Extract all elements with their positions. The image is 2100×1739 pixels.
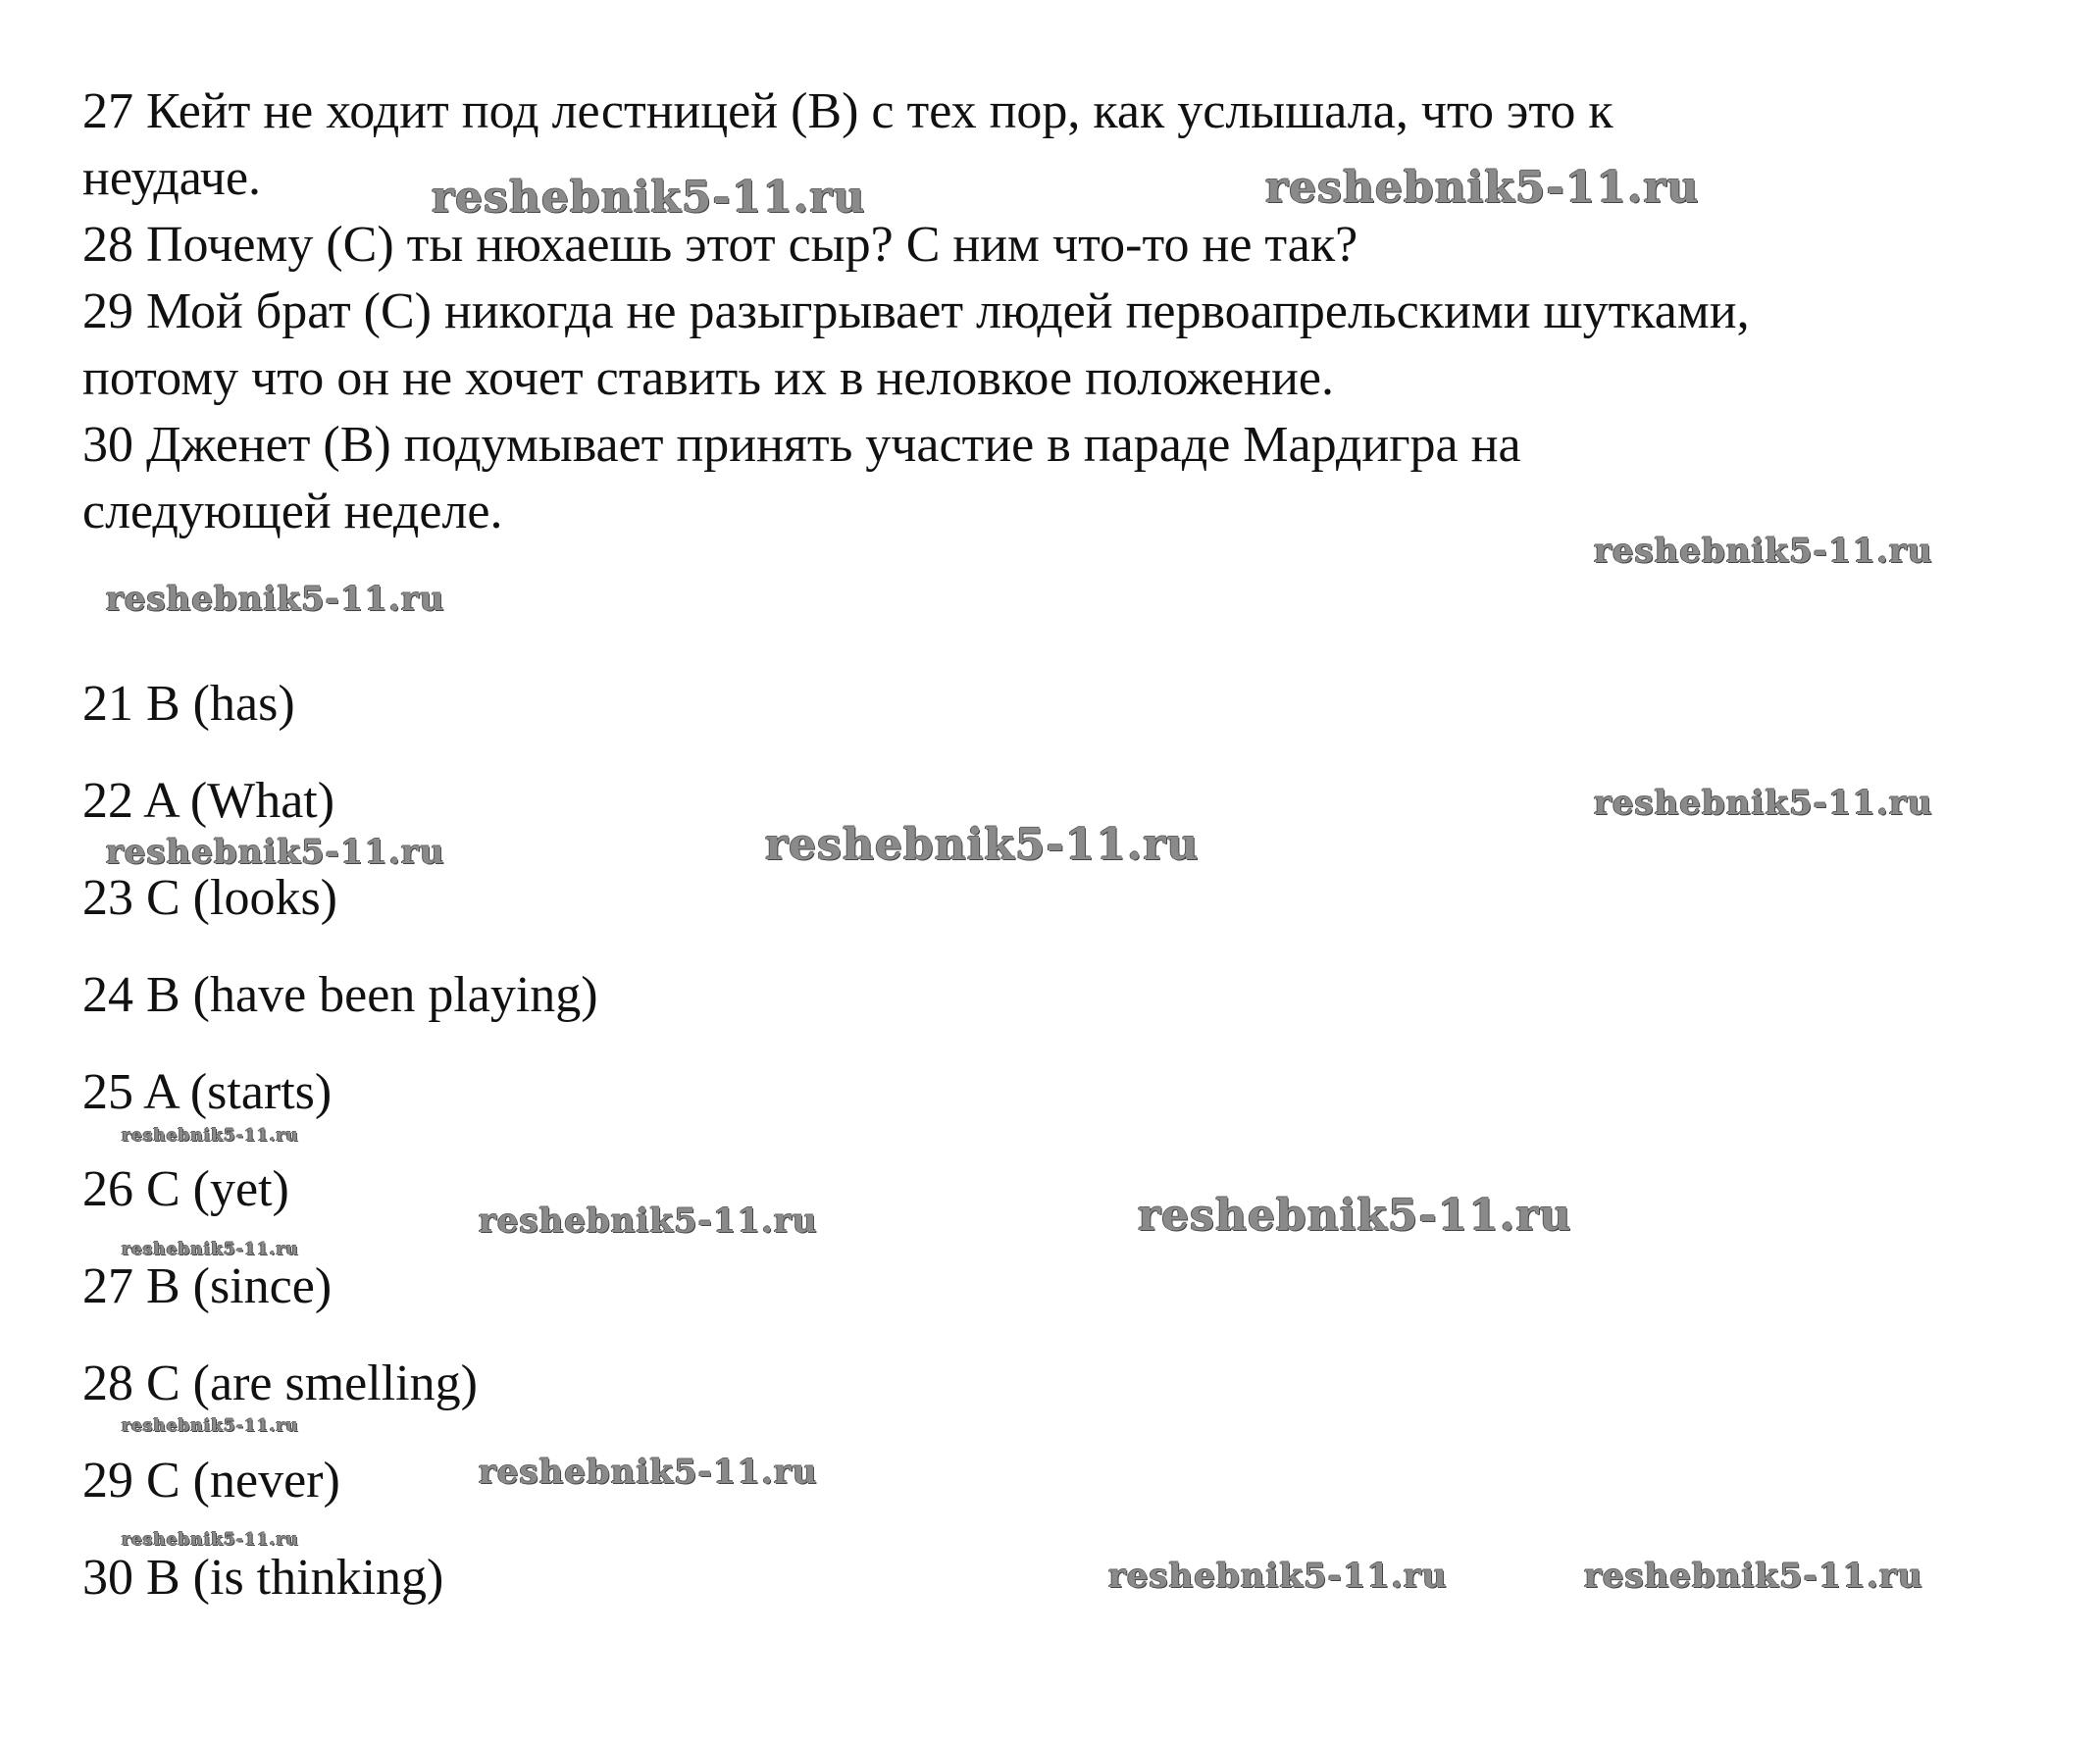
answer-22: 22 A (What) (82, 773, 335, 829)
paragraph-29-line-1: 29 Мой брат (C) никогда не разыгрывает людей первоапрельскими шутками, (82, 283, 1750, 339)
answer-28: 28 C (are smelling) (82, 1355, 478, 1411)
watermark: reshebnik5-11.ru (765, 820, 1200, 870)
watermark: reshebnik5-11.ru (1108, 1557, 1448, 1596)
paragraph-30-line-2: следующей неделе. (82, 484, 503, 539)
watermark: reshebnik5-11.ru (122, 1126, 299, 1146)
watermark: reshebnik5-11.ru (1138, 1191, 1572, 1241)
watermark: reshebnik5-11.ru (479, 1202, 818, 1241)
watermark: reshebnik5-11.ru (122, 1530, 299, 1550)
paragraph-29-line-2: потому что он не хочет ставить их в неловкое положение. (82, 350, 1334, 406)
answer-30: 30 B (is thinking) (82, 1550, 444, 1606)
watermark: reshebnik5-11.ru (432, 173, 866, 223)
watermark: reshebnik5-11.ru (106, 580, 445, 619)
watermark: reshebnik5-11.ru (1584, 1557, 1923, 1596)
answer-25: 25 A (starts) (82, 1064, 333, 1120)
watermark: reshebnik5-11.ru (106, 833, 445, 872)
watermark: reshebnik5-11.ru (1265, 163, 1700, 213)
answer-23: 23 C (looks) (82, 870, 337, 926)
paragraph-30-line-1: 30 Дженет (B) подумывает принять участие в параде Мардигра на (82, 417, 1521, 473)
watermark: reshebnik5-11.ru (479, 1453, 818, 1492)
watermark: reshebnik5-11.ru (122, 1240, 299, 1259)
paragraph-27-line-2: неудаче. (82, 150, 262, 206)
watermark: reshebnik5-11.ru (1594, 532, 1933, 571)
answer-24: 24 B (have been playing) (82, 967, 598, 1023)
answer-26: 26 C (yet) (82, 1161, 289, 1217)
answer-27: 27 B (since) (82, 1258, 333, 1314)
paragraph-27-line-1: 27 Кейт не ходит под лестницей (B) с тех пор, как услышала, что это к (82, 83, 1613, 139)
answer-29: 29 C (never) (82, 1453, 340, 1509)
watermark: reshebnik5-11.ru (1594, 784, 1933, 823)
answer-21: 21 B (has) (82, 676, 295, 732)
watermark: reshebnik5-11.ru (122, 1416, 299, 1436)
paragraph-28-line-1: 28 Почему (C) ты нюхаешь этот сыр? С ним что-то не так? (82, 217, 1358, 273)
